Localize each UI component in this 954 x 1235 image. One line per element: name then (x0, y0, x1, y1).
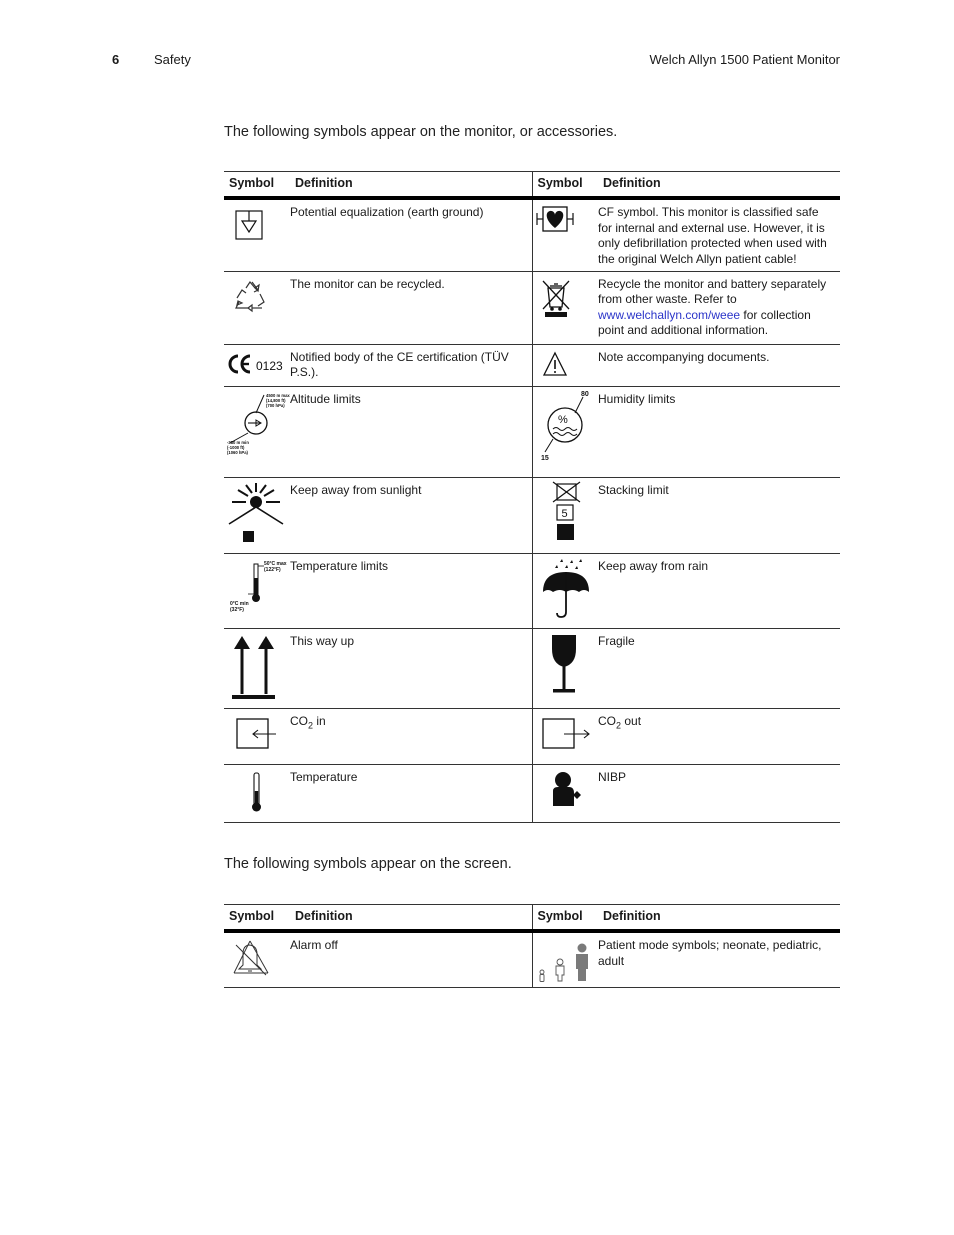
symbol-cell (532, 553, 598, 628)
symbol-column-header: Symbol (532, 172, 598, 199)
stacking-count: 5 (561, 507, 568, 520)
symbol-cell (532, 708, 598, 764)
table-row (224, 708, 840, 764)
symbol-cell (224, 198, 290, 271)
definition-cell: Temperature limits (290, 553, 532, 628)
sunlight-icon (224, 480, 290, 552)
symbol-cell (532, 386, 598, 477)
document-title: Welch Allyn 1500 Patient Monitor (649, 52, 840, 67)
ce-mark-icon (224, 347, 288, 381)
altitude-max-label: (14,800 ft) (266, 397, 286, 403)
co2-in-icon (224, 711, 290, 761)
definition-cell: Temperature (290, 764, 532, 822)
symbol-cell (224, 931, 290, 988)
co2-out-subscript: 2 (616, 719, 622, 730)
weee-text-start: Recycle the monitor and battery separately from other waste. Refer to (598, 276, 827, 306)
co2-out-icon (533, 711, 599, 761)
definition-cell: Patient mode symbols; neonate, pediatric, adult (598, 931, 840, 988)
table-row (224, 628, 840, 708)
ce-number: 0123 (256, 358, 283, 373)
definition-cell: NIBP (598, 764, 840, 822)
percent-glyph: % (557, 413, 568, 426)
definition-cell: Notified body of the CE certification (TÜV P.S.). (290, 344, 532, 386)
symbol-cell (532, 477, 598, 553)
altitude-min-label: (-1000 ft) (227, 444, 245, 450)
alarm-off-icon (224, 935, 290, 983)
thermometer-limits-icon (224, 556, 290, 622)
symbol-cell (224, 386, 290, 477)
symbol-cell (224, 708, 290, 764)
definition-column-header: Definition (290, 172, 532, 199)
symbol-cell (532, 764, 598, 822)
patient-mode-icon (533, 935, 599, 987)
definition-column-header: Definition (598, 172, 840, 199)
thermometer-icon (224, 767, 290, 819)
table-row (224, 271, 840, 344)
symbol-cell (532, 931, 598, 988)
table-row (224, 553, 840, 628)
warning-triangle-icon (533, 347, 593, 383)
weee-link[interactable]: www.welchallyn.com/weee (598, 307, 741, 322)
symbol-cell (532, 271, 598, 344)
table-row (224, 931, 840, 988)
recycle-icon (224, 274, 284, 324)
weee-text-end: for collection point and additional information. (598, 307, 811, 337)
monitor-symbols-table (224, 171, 840, 823)
fragile-glass-icon (533, 631, 593, 703)
section-title: Safety (154, 52, 191, 67)
intro-screen-text: The following symbols appear on the screen. (224, 856, 512, 872)
temperature-max-label: 50°C max (264, 560, 287, 567)
intro-monitor-text: The following symbols appear on the monitor, or accessories. (224, 124, 618, 140)
co2-in-subscript: 2 (308, 719, 314, 730)
definition-cell: This way up (290, 628, 532, 708)
definition-cell: Alarm off (290, 931, 532, 988)
this-way-up-icon (224, 631, 290, 703)
symbol-cell (532, 628, 598, 708)
symbol-column-header: Symbol (532, 905, 598, 932)
symbol-cell (224, 553, 290, 628)
definition-cell: Keep away from sunlight (290, 477, 532, 553)
humidity-min-label: 15 (540, 454, 549, 462)
symbol-cell (224, 477, 290, 553)
symbol-cell (224, 628, 290, 708)
altitude-min-label: -380 m min (227, 439, 249, 445)
definition-cell: Fragile (598, 628, 840, 708)
altitude-limits-icon (224, 389, 290, 475)
definition-cell: Keep away from rain (598, 553, 840, 628)
symbol-column-header: Symbol (224, 172, 290, 199)
nibp-icon (533, 767, 593, 819)
temperature-min-label: (32°F) (230, 606, 244, 613)
humidity-max-label: 80 (580, 390, 589, 398)
definition-cell: Potential equalization (earth ground) (290, 198, 532, 271)
definition-cell: Humidity limits (598, 386, 840, 477)
table-row (224, 386, 840, 477)
symbol-cell (532, 198, 598, 271)
altitude-max-label: (700 hPa) (266, 402, 285, 408)
definition-cell: Altitude limits (290, 386, 532, 477)
temperature-min-label: 0°C min (230, 600, 249, 607)
altitude-min-label: (1060 hPa) (227, 449, 248, 455)
table-header-row (224, 172, 840, 199)
definition-cell: Note accompanying documents. (598, 344, 840, 386)
temperature-max-label: (122°F) (264, 566, 281, 573)
co2-in-label: CO (290, 713, 308, 728)
symbol-column-header: Symbol (224, 905, 290, 932)
page-number: 6 (112, 52, 120, 67)
screen-symbols-table (224, 904, 840, 988)
crossed-bin-icon (533, 274, 593, 334)
table-row (224, 344, 840, 386)
definition-cell: CF symbol. This monitor is classified safe for internal and external use. However, it is only defibrillation protected when used with the original Welch Allyn patient cable! (598, 198, 840, 271)
table-header-row (224, 905, 840, 932)
symbol-cell (224, 764, 290, 822)
altitude-max-label: 4500 m max (266, 392, 290, 398)
table-row (224, 477, 840, 553)
definition-cell (290, 708, 532, 764)
symbol-cell (224, 271, 290, 344)
definition-column-header: Definition (290, 905, 532, 932)
symbol-cell (532, 344, 598, 386)
definition-cell (598, 271, 840, 344)
definition-cell (598, 708, 840, 764)
co2-in-suffix: in (313, 713, 326, 728)
earth-ground-icon (224, 202, 284, 242)
stacking-limit-icon (533, 480, 593, 552)
co2-out-suffix: out (621, 713, 642, 728)
table-row (224, 198, 840, 271)
definition-cell: The monitor can be recycled. (290, 271, 532, 344)
definition-column-header: Definition (598, 905, 840, 932)
co2-out-label: CO (598, 713, 616, 728)
symbol-cell (224, 344, 290, 386)
cf-heart-icon (533, 202, 593, 242)
table-row (224, 764, 840, 822)
definition-cell: Stacking limit (598, 477, 840, 553)
umbrella-icon (533, 556, 593, 622)
humidity-limits-icon (533, 389, 599, 469)
